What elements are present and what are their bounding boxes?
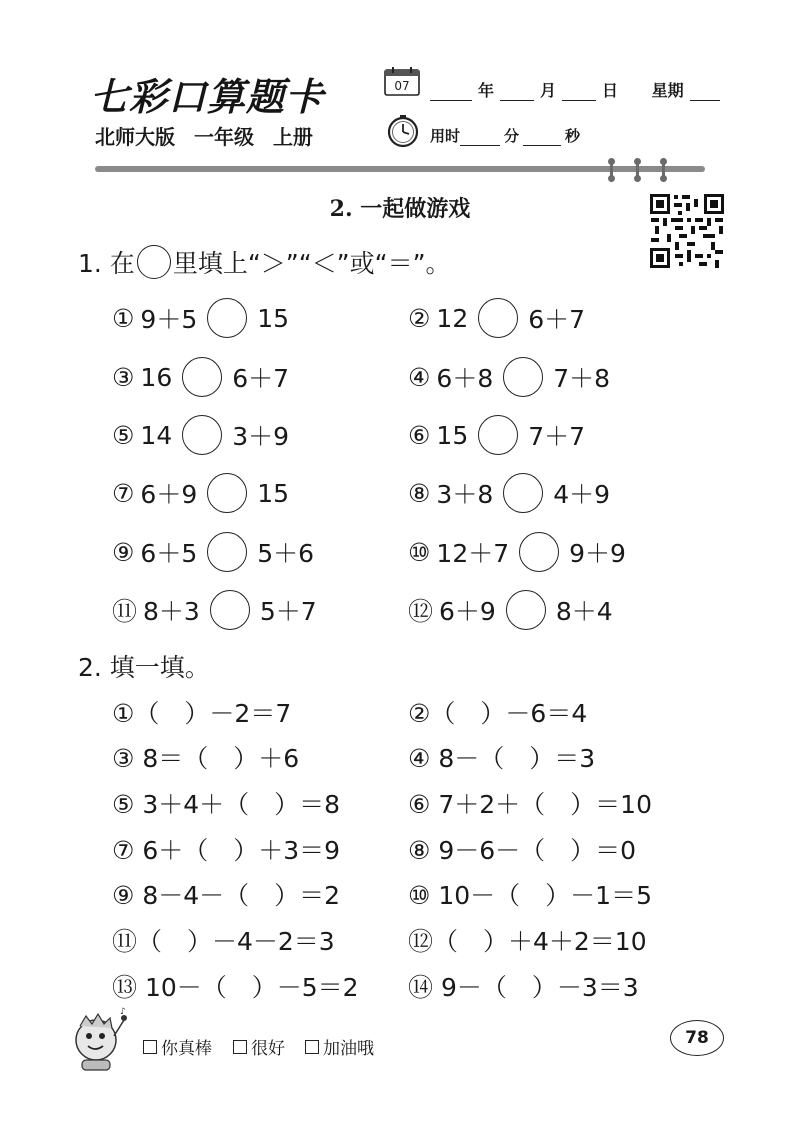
time-used-label: 用时	[430, 127, 461, 145]
right-expr: 3＋9	[232, 422, 290, 451]
fill-item[interactable]: ②（ ）－6＝4	[408, 699, 588, 728]
page-number: 78	[670, 1020, 724, 1056]
minutes-label: 分	[504, 127, 520, 145]
minutes-blank[interactable]	[460, 131, 500, 146]
left-expr: 12＋7	[436, 539, 510, 568]
time-line	[430, 125, 580, 146]
rating-option[interactable]	[143, 1034, 212, 1059]
year-label: 年	[478, 81, 495, 100]
rating-label: 很好	[251, 1039, 285, 1059]
left-expr: 8＋3	[143, 597, 200, 626]
answer-circle[interactable]	[210, 590, 250, 630]
edition-line	[95, 121, 313, 150]
right-expr: 4＋9	[553, 480, 611, 509]
month-blank[interactable]	[500, 86, 534, 101]
item-number: ④	[408, 362, 431, 392]
divider-tick	[636, 158, 639, 182]
left-expr: 16	[140, 362, 173, 392]
rating-option[interactable]	[305, 1034, 374, 1059]
right-expr: 9＋9	[569, 539, 626, 568]
compare-item	[112, 589, 317, 631]
right-expr: 7＋7	[528, 422, 586, 451]
section1-heading-prefix: 1. 在	[78, 249, 135, 278]
date-line	[430, 78, 720, 101]
divider-tick	[610, 158, 613, 182]
grade: 一年级	[193, 125, 254, 149]
right-expr: 7＋8	[553, 364, 611, 393]
day-label: 日	[602, 81, 619, 100]
lesson-title: 2. 一起做游戏	[329, 196, 471, 222]
seconds-label: 秒	[565, 127, 581, 145]
compare-item	[112, 414, 289, 456]
mascot-icon	[68, 1006, 132, 1074]
right-expr: 8＋4	[555, 597, 613, 626]
right-expr: 6＋7	[528, 305, 586, 334]
month-label: 月	[540, 81, 557, 100]
section1-heading-suffix: 里填上“＞”“＜”或“＝”。	[172, 249, 451, 278]
left-expr: 6＋5	[140, 539, 198, 568]
svg-text:♪: ♪	[120, 1007, 126, 1017]
fill-item[interactable]: ④ 8－（ ）＝3	[408, 744, 596, 773]
right-expr: 6＋7	[232, 364, 290, 393]
fill-item[interactable]: ⑨ 8－4－（ ）＝2	[112, 881, 341, 910]
item-number: ②	[408, 303, 431, 333]
weekday-label: 星期	[651, 81, 684, 100]
compare-item	[408, 472, 610, 514]
compare-item	[112, 472, 289, 514]
year-blank[interactable]	[430, 86, 472, 101]
item-number: ⑦	[112, 478, 135, 508]
seconds-blank[interactable]	[523, 131, 561, 146]
fill-item[interactable]: ①（ ）－2＝7	[112, 699, 292, 728]
left-expr: 3＋8	[436, 480, 494, 509]
section1-heading	[78, 244, 451, 282]
answer-circle[interactable]	[503, 357, 543, 397]
left-expr: 14	[140, 420, 173, 450]
item-number: ⑩	[408, 537, 431, 567]
checkbox[interactable]	[143, 1040, 157, 1054]
fill-item[interactable]: ③ 8＝（ ）＋6	[112, 744, 300, 773]
right-expr: 5＋7	[259, 597, 317, 626]
fill-item[interactable]: ⑦ 6＋（ ）＋3＝9	[112, 836, 341, 865]
compare-item	[408, 297, 585, 339]
answer-circle[interactable]	[478, 415, 518, 455]
left-expr: 9＋5	[140, 305, 198, 334]
item-number: ⑧	[408, 478, 431, 508]
fill-item[interactable]: ⑥ 7＋2＋（ ）＝10	[408, 790, 652, 819]
section2-heading: 2. 填一填。	[78, 653, 210, 682]
fill-item[interactable]: ⑩ 10－（ ）－1＝5	[408, 881, 652, 910]
divider-tick	[662, 158, 665, 182]
answer-circle[interactable]	[519, 532, 559, 572]
right-expr: 5＋6	[257, 539, 315, 568]
right-expr: 15	[257, 478, 290, 508]
item-number: ⑤	[112, 420, 135, 450]
compare-item	[408, 414, 585, 456]
answer-circle[interactable]	[207, 473, 247, 513]
left-expr: 15	[436, 420, 469, 450]
rating-label: 加油哦	[323, 1039, 374, 1059]
header-divider	[95, 166, 705, 172]
item-number: ⑪	[112, 597, 138, 626]
answer-circle[interactable]	[182, 415, 222, 455]
left-expr: 6＋9	[439, 597, 496, 626]
weekday-blank[interactable]	[690, 86, 720, 101]
fill-item[interactable]: ⑤ 3＋4＋（ ）＝8	[112, 790, 341, 819]
fill-item[interactable]: ⑪（ ）－4－2＝3	[112, 927, 335, 956]
clock-icon	[386, 114, 420, 148]
compare-item	[408, 356, 610, 398]
fill-item[interactable]: ⑧ 9－6－（ ）＝0	[408, 836, 637, 865]
left-expr: 6＋8	[436, 364, 494, 393]
compare-item	[408, 589, 613, 631]
answer-circle[interactable]	[478, 298, 518, 338]
left-expr: 12	[436, 303, 469, 333]
item-number: ③	[112, 362, 135, 392]
answer-circle[interactable]	[207, 298, 247, 338]
example-circle	[137, 245, 171, 279]
checkbox[interactable]	[305, 1040, 319, 1054]
day-blank[interactable]	[562, 86, 596, 101]
left-expr: 6＋9	[140, 480, 198, 509]
item-number: ⑥	[408, 420, 431, 450]
answer-circle[interactable]	[207, 532, 247, 572]
fill-item[interactable]: ⑭ 9－（ ）－3＝3	[408, 973, 639, 1002]
answer-circle[interactable]	[506, 590, 546, 630]
fill-item[interactable]: ⑬ 10－（ ）－5＝2	[112, 973, 359, 1002]
rating-label: 你真棒	[161, 1039, 212, 1059]
checkbox[interactable]	[233, 1040, 247, 1054]
item-number: ①	[112, 303, 135, 333]
compare-item	[112, 356, 289, 398]
right-expr: 15	[257, 303, 290, 333]
brand-title: 七彩口算题卡	[90, 74, 325, 119]
compare-item	[112, 297, 289, 339]
fill-item[interactable]: ⑫（ ）＋4＋2＝10	[408, 927, 647, 956]
item-number: ⑫	[408, 597, 434, 626]
rating-option[interactable]	[233, 1034, 285, 1059]
item-number: ⑨	[112, 537, 135, 567]
answer-circle[interactable]	[503, 473, 543, 513]
calendar-icon	[384, 66, 420, 96]
calendar-date: 07	[394, 79, 410, 93]
answer-circle[interactable]	[182, 357, 222, 397]
edition: 北师大版	[95, 125, 175, 149]
qr-code-icon[interactable]	[648, 192, 726, 270]
compare-item	[408, 531, 626, 573]
volume: 上册	[272, 125, 313, 149]
compare-item	[112, 531, 314, 573]
